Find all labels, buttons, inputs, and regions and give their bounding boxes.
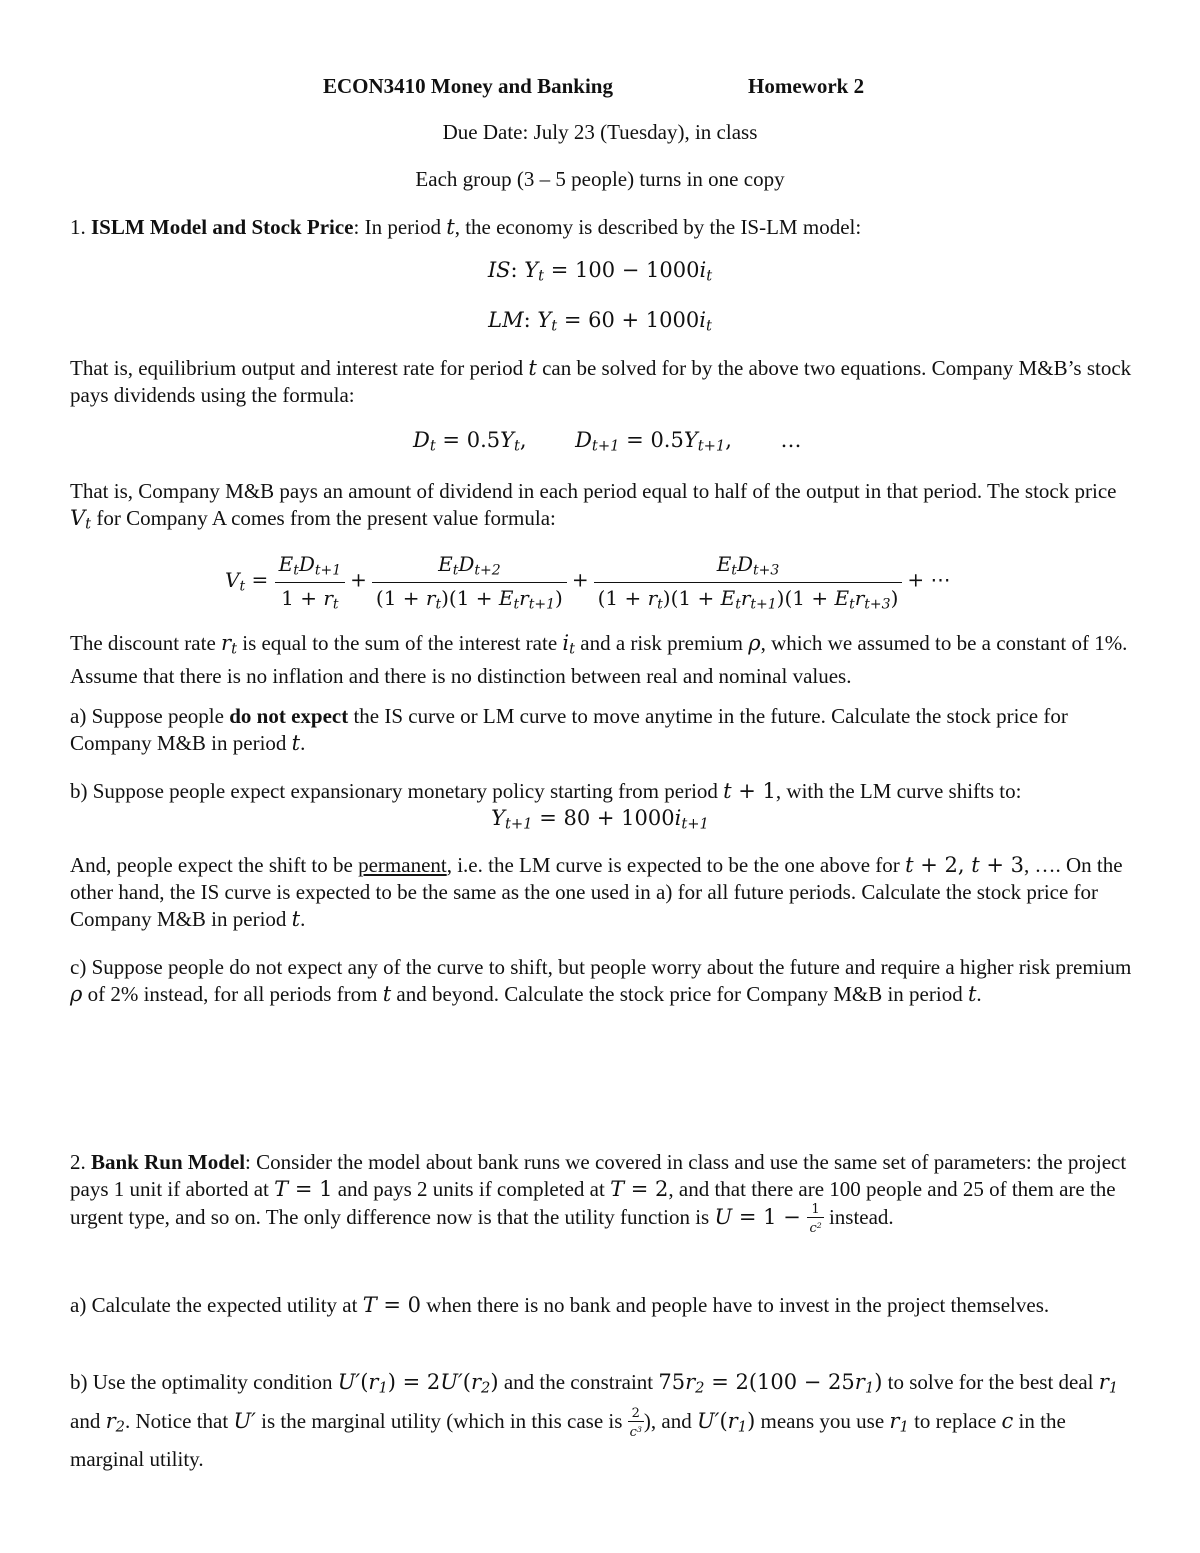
dividend-equations: $D_t = 0.5Y_t$, $D_{t+1} = 0.5Y_{t+1}$, … (413, 428, 802, 455)
lm-shift-equation: $Y_{t+1} = 80 + 1000i_{t+1}$ (491, 806, 709, 833)
q1-intro: 1. ISLM Model and Stock Price: In period t, the economy is described by the IS-LM model: (70, 215, 862, 239)
q1-part-b: b) Suppose people expect expansionary monetary policy starting from period t + 1, with the LM curve shifts to: (70, 779, 1022, 803)
due-date: Due Date: July 23 (Tuesday), in class (442, 120, 758, 144)
q1-para1: That is, equilibrium output and interest rate for period t can be solved for by the above two equations. Company M&B’s stock pays dividends using the formula: (70, 356, 1132, 407)
q1-para3: The discount rate $r_t$ is equal to the sum of the interest rate $i_t$ and a risk premium ρ, which we assumed to be a constant of 1%. Assume that there is no inflation and there is no distinction between real and nominal values. (70, 631, 1128, 688)
q1-part-c: c) Suppose people do not expect any of the curve to shift, but people worry about the future and require a higher risk premium ρ of 2% instead, for all periods from t and beyond. Calculate the stock price for Company M&B in period t. (70, 955, 1132, 1006)
is-equation: IS: $Y_t = 100 - 1000i_t$ (487, 258, 713, 285)
group-note: Each group (3 – 5 people) turns in one copy (415, 167, 785, 191)
q1-para2: That is, Company M&B pays an amount of dividend in each period equal to half of the output in that period. The stock price $V_t$ for Company A comes from the present value formula: (70, 479, 1117, 533)
homework-title: Homework 2 (748, 74, 865, 98)
lm-equation: LM: $Y_t = 60 + 1000i_t$ (488, 308, 712, 335)
q1-title: ISLM Model and Stock Price (91, 215, 354, 239)
q1-part-b-cont: And, people expect the shift to be permanent, i.e. the LM curve is expected to be the one above for t + 2, t + 3, …. On the other hand, the IS curve is expected to be the same as the one used in a) for all future periods. Calculate the stock price for Company M&B in period t. (70, 853, 1123, 931)
q2-part-a: a) Calculate the expected utility at T = 0 when there is no bank and people have to invest in the project themselves. (70, 1293, 1050, 1317)
q1-part-a: a) Suppose people do not expect the IS curve or LM curve to move anytime in the future. Calculate the stock price for Company M&B in period t. (70, 704, 1068, 755)
course-title: ECON3410 Money and Banking (323, 74, 613, 98)
q2-part-b: b) Use the optimality condition $U'(r_1) = 2U'(r_2)$ and the constraint $75r_2 = 2(100 - 25r_1)$ to solve for the best deal $r_1$ and $r_2$. Notice that U′ is the marginal utility (which in this case is $\frac{2}{c^3}$ ), and $U'(r_1)$ means you use $r_1$ to replace c in the marginal utility. (70, 1370, 1119, 1472)
q2-intro: 2. Bank Run Model: Consider the model about bank runs we covered in class and use the same set of parameters: the project pays 1 unit if aborted at T = 1 and pays 2 units if completed at T = 2, and that there are 100 people and 25 of them are the urgent type, and so on. The only difference now is that the utility function is U = 1 − $\frac{1}{c^2}$ instead. (70, 1150, 1127, 1236)
present-value-formula: $V_t$ = $\frac{E_tD_{t+1}}{1 + r_t}$ + $\frac{E_tD_{t+2}}{(1 + r_t)(1 + E_tr_{t+1})}$ + $\frac{E_tD_{t+3}}{(1 + r_t)(1 + E_tr_{t+1})(1 + E_tr_{t+3})}$ + ⋯ (225, 552, 951, 612)
q2-title: Bank Run Model (91, 1150, 246, 1174)
